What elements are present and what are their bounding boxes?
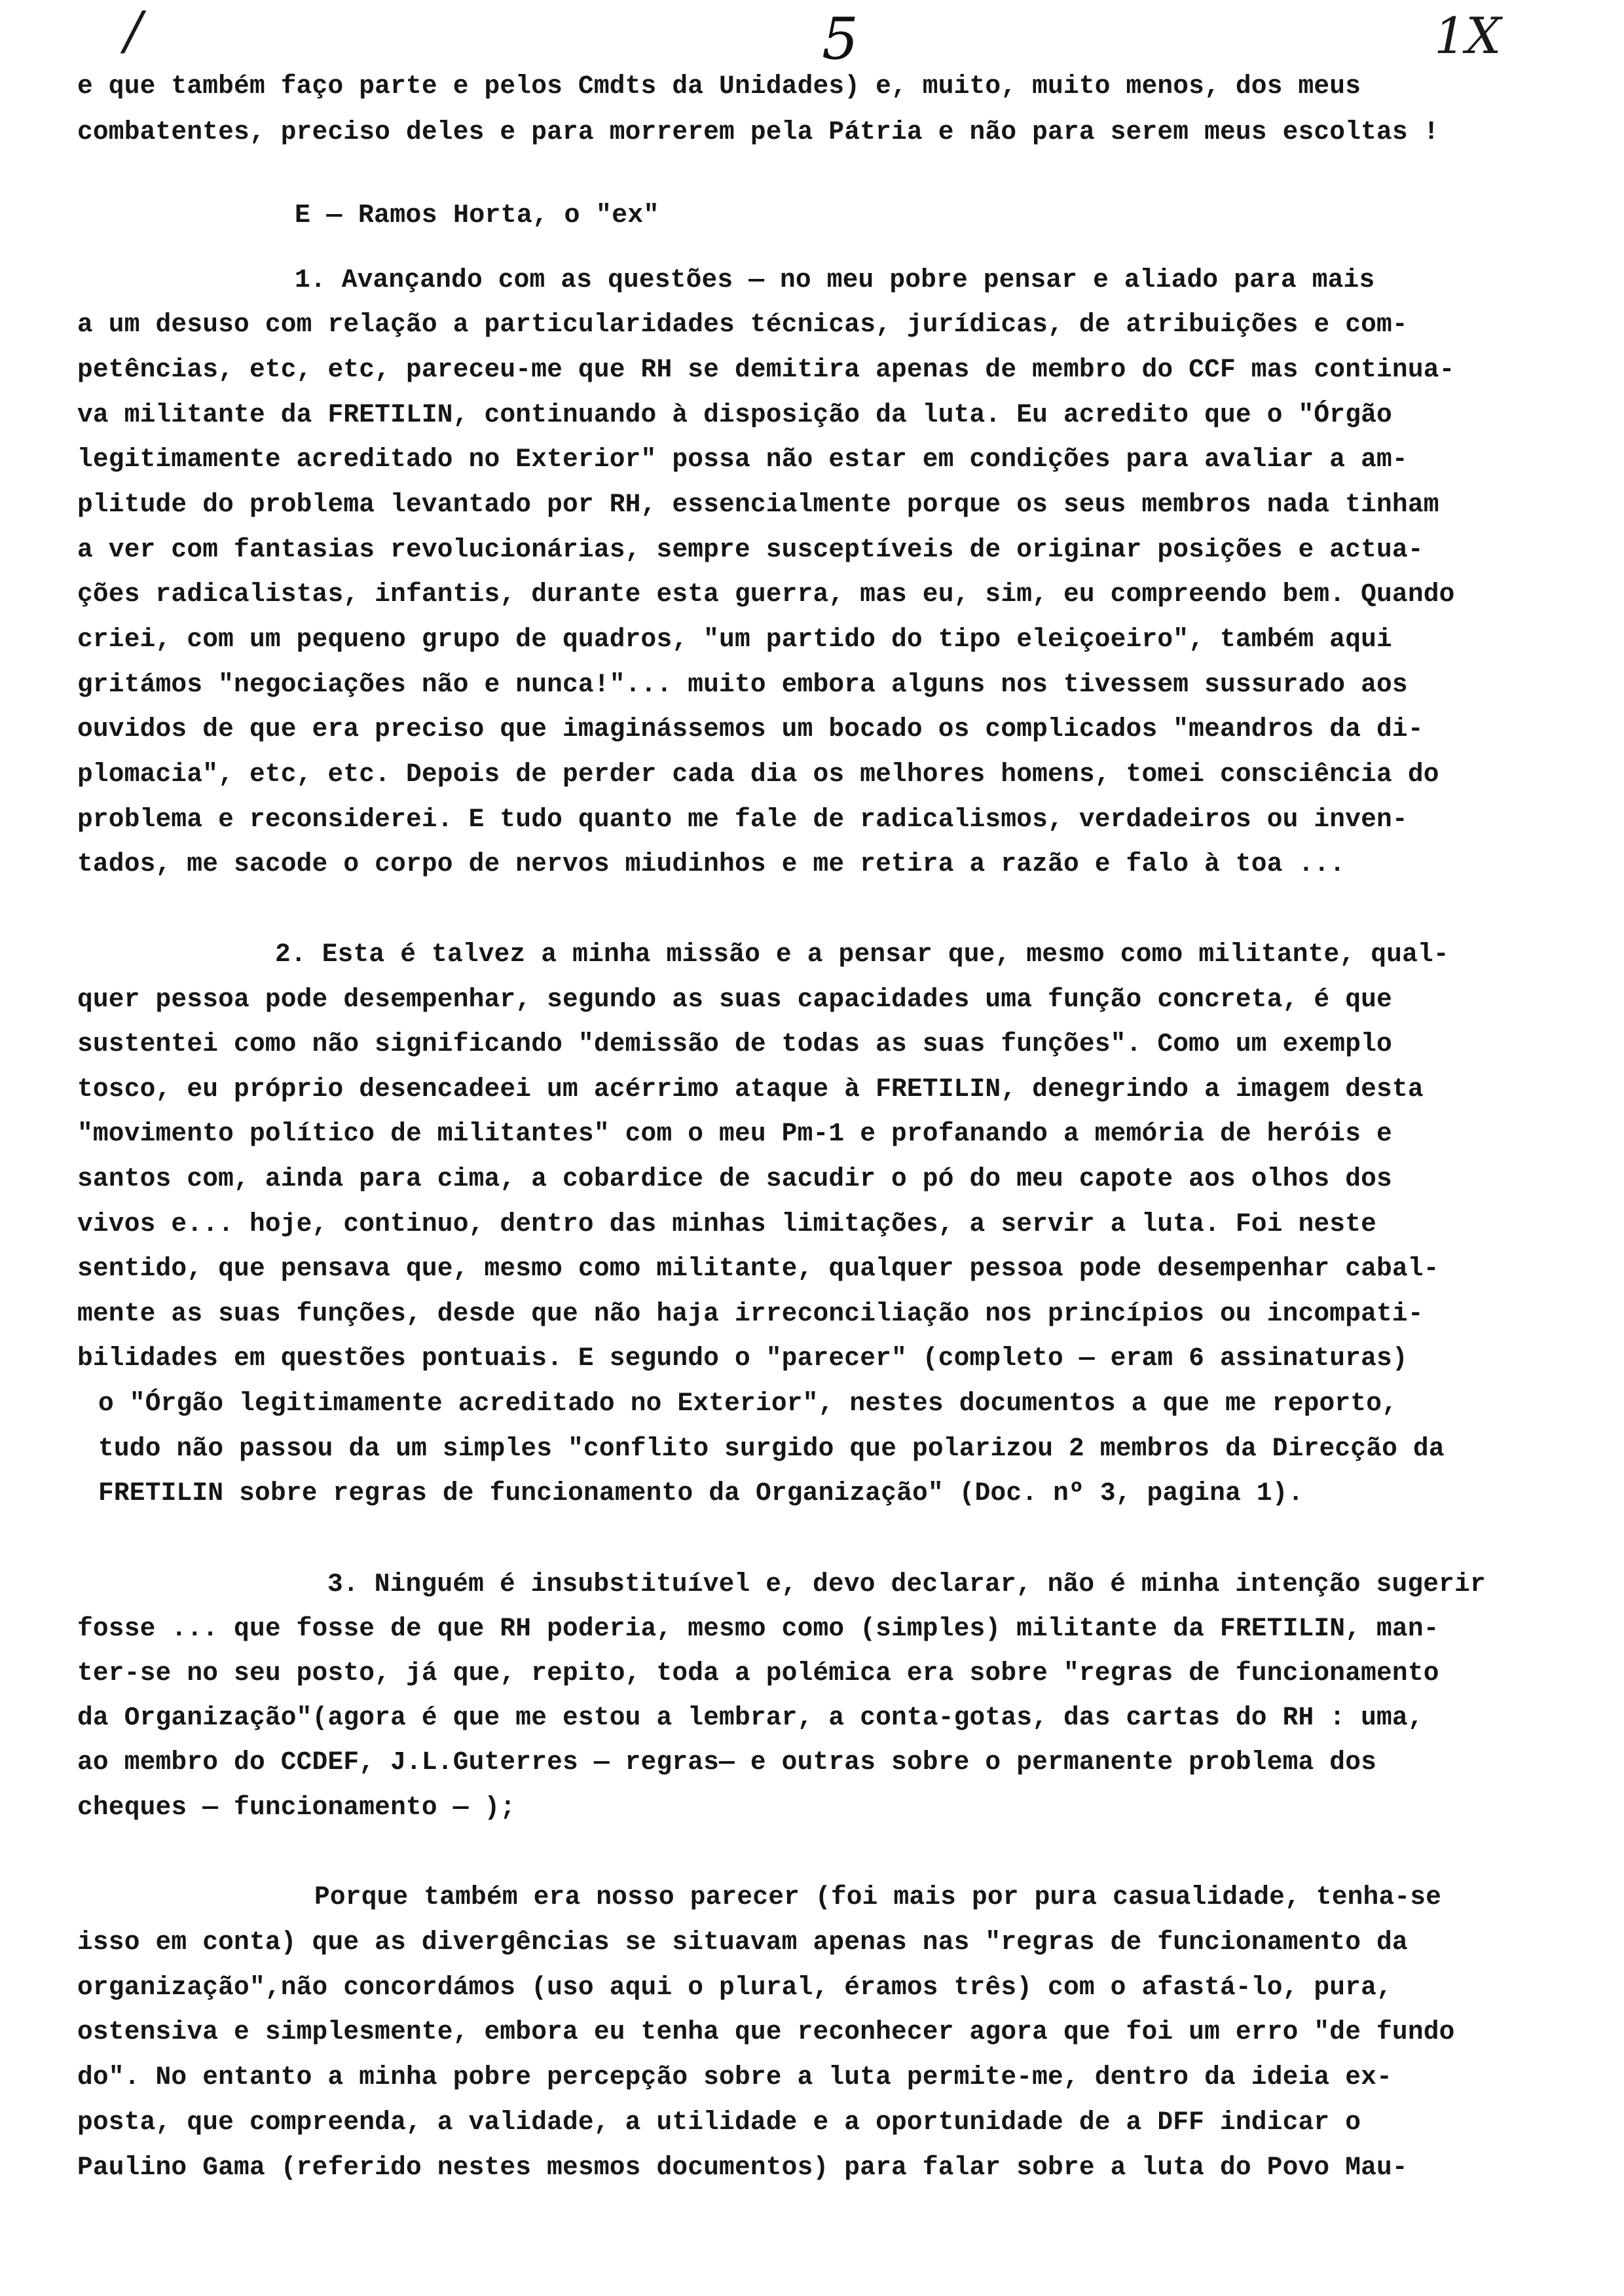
text-line: legitimamente acreditado no Exterior" possa não estar em condições para avaliar a am-: [77, 445, 1408, 474]
text-line: sentido, que pensava que, mesmo como militante, qualquer pessoa pode desempenhar cabal-: [77, 1254, 1439, 1283]
text-line: quer pessoa pode desempenhar, segundo as suas capacidades uma função concreta, é que: [77, 985, 1392, 1014]
text-line: 2. Esta é talvez a minha missão e a pensar que, mesmo como militante, qual-: [275, 939, 1449, 969]
text-line: organização",não concordámos (uso aqui o plural, éramos três) com o afastá-lo, pura,: [77, 1973, 1392, 2002]
text-line: santos com, ainda para cima, a cobardice de sacudir o pó do meu capote aos olhos dos: [77, 1164, 1392, 1194]
text-line: problema e reconsiderei. E tudo quanto me fale de radicalismos, verdadeiros ou inven-: [77, 805, 1408, 834]
text-line: ter-se no seu posto, já que, repito, toda a polémica era sobre "regras de funcionamento: [77, 1658, 1439, 1688]
text-line: posta, que compreenda, a validade, a utilidade e a oportunidade de a DFF indicar o: [77, 2107, 1361, 2137]
text-line: va militante da FRETILIN, continuando à disposição da luta. Eu acredito que o "Órgão: [77, 400, 1392, 429]
text-line: ao membro do CCDEF, J.L.Guterres — regras— e outras sobre o permanente problema dos: [77, 1747, 1377, 1777]
text-line: "movimento político de militantes" com o meu Pm-1 e profanando a memória de heróis e: [77, 1119, 1392, 1148]
text-line: plitude do problema levantado por RH, essencialmente porque os seus membros nada tinham: [77, 490, 1439, 519]
text-line: Paulino Gama (referido nestes mesmos documentos) para falar sobre a luta do Povo Mau-: [77, 2153, 1408, 2182]
text-line: 1. Avançando com as questões — no meu pobre pensar e aliado para mais: [295, 265, 1375, 295]
text-line: 3. Ninguém é insubstituível e, devo declarar, não é minha intenção sugerir: [327, 1569, 1486, 1599]
text-line: bilidades em questões pontuais. E segundo o "parecer" (completo — eram 6 assinaturas): [77, 1343, 1408, 1373]
text-line: ostensiva e simplesmente, embora eu tenha que reconhecer agora que foi um erro "de fundo: [77, 2017, 1455, 2047]
text-line: da Organização"(agora é que me estou a lembrar, a conta-gotas, das cartas do RH : uma,: [77, 1703, 1424, 1732]
text-line: fosse ... que fosse de que RH poderia, mesmo como (simples) militante da FRETILIN, man-: [77, 1614, 1439, 1643]
section-heading: E — Ramos Horta, o "ex": [295, 201, 659, 230]
handwritten-mark-right: 1X: [1434, 7, 1502, 65]
text-line: tados, me sacode o corpo de nervos miudinhos e me retira a razão e falo à toa ...: [77, 849, 1346, 879]
text-line: isso em conta) que as divergências se situavam apenas nas "regras de funcionamento da: [77, 1927, 1408, 1957]
text-line: plomacia", etc, etc. Depois de perder cada dia os melhores homens, tomei consciência do: [77, 759, 1439, 789]
text-line: mente as suas funções, desde que não haja irreconciliação nos princípios ou incompati-: [77, 1299, 1424, 1328]
text-line: a um desuso com relação a particularidades técnicas, jurídicas, de atribuições e com-: [77, 310, 1408, 339]
text-line: Porque também era nosso parecer (foi mais por pura casualidade, tenha-se: [314, 1882, 1442, 1912]
text-line: ouvidos de que era preciso que imaginássemos um bocado os complicados "meandros da di-: [77, 714, 1424, 744]
text-line: a ver com fantasias revolucionárias, sempre susceptíveis de originar posições e actua-: [77, 535, 1424, 564]
text-line: ções radicalistas, infantis, durante esta guerra, mas eu, sim, eu compreendo bem. Quando: [77, 579, 1455, 609]
text-line: o "Órgão legitimamente acreditado no Exterior", nestes documentos a que me reporto,: [98, 1389, 1398, 1418]
text-line: vivos e... hoje, continuo, dentro das minhas limitações, a servir a luta. Foi neste: [77, 1209, 1377, 1239]
text-line: combatentes, preciso deles e para morrerem pela Pátria e não para serem meus escoltas !: [77, 117, 1439, 147]
text-line: e que também faço parte e pelos Cmdts da Unidades) e, muito, muito menos, dos meus: [77, 71, 1361, 101]
text-line: do". No entanto a minha pobre percepção sobre a luta permite-me, dentro da ideia ex-: [77, 2062, 1392, 2092]
text-line: criei, com um pequeno grupo de quadros, "um partido do tipo eleiçoeiro", também aqui: [77, 625, 1392, 654]
text-line: tosco, eu próprio desencadeei um acérrimo ataque à FRETILIN, denegrindo a imagem desta: [77, 1074, 1424, 1104]
handwritten-mark-left: /: [124, 0, 142, 61]
text-line: gritámos "negociações não e nunca!"... muito embora alguns nos tivessem sussurado aos: [77, 670, 1408, 699]
text-line: petências, etc, etc, pareceu-me que RH se demitira apenas de membro do CCF mas continua-: [77, 355, 1455, 384]
text-line: cheques — funcionamento — );: [77, 1793, 516, 1822]
text-line: FRETILIN sobre regras de funcionamento da Organização" (Doc. nº 3, pagina 1).: [98, 1478, 1304, 1508]
text-line: tudo não passou da um simples "conflito surgido que polarizou 2 membros da Direcção da: [98, 1434, 1445, 1463]
page-number: 5: [822, 5, 858, 73]
text-line: sustentei como não significando "demissão de todas as suas funções". Como um exemplo: [77, 1029, 1392, 1059]
